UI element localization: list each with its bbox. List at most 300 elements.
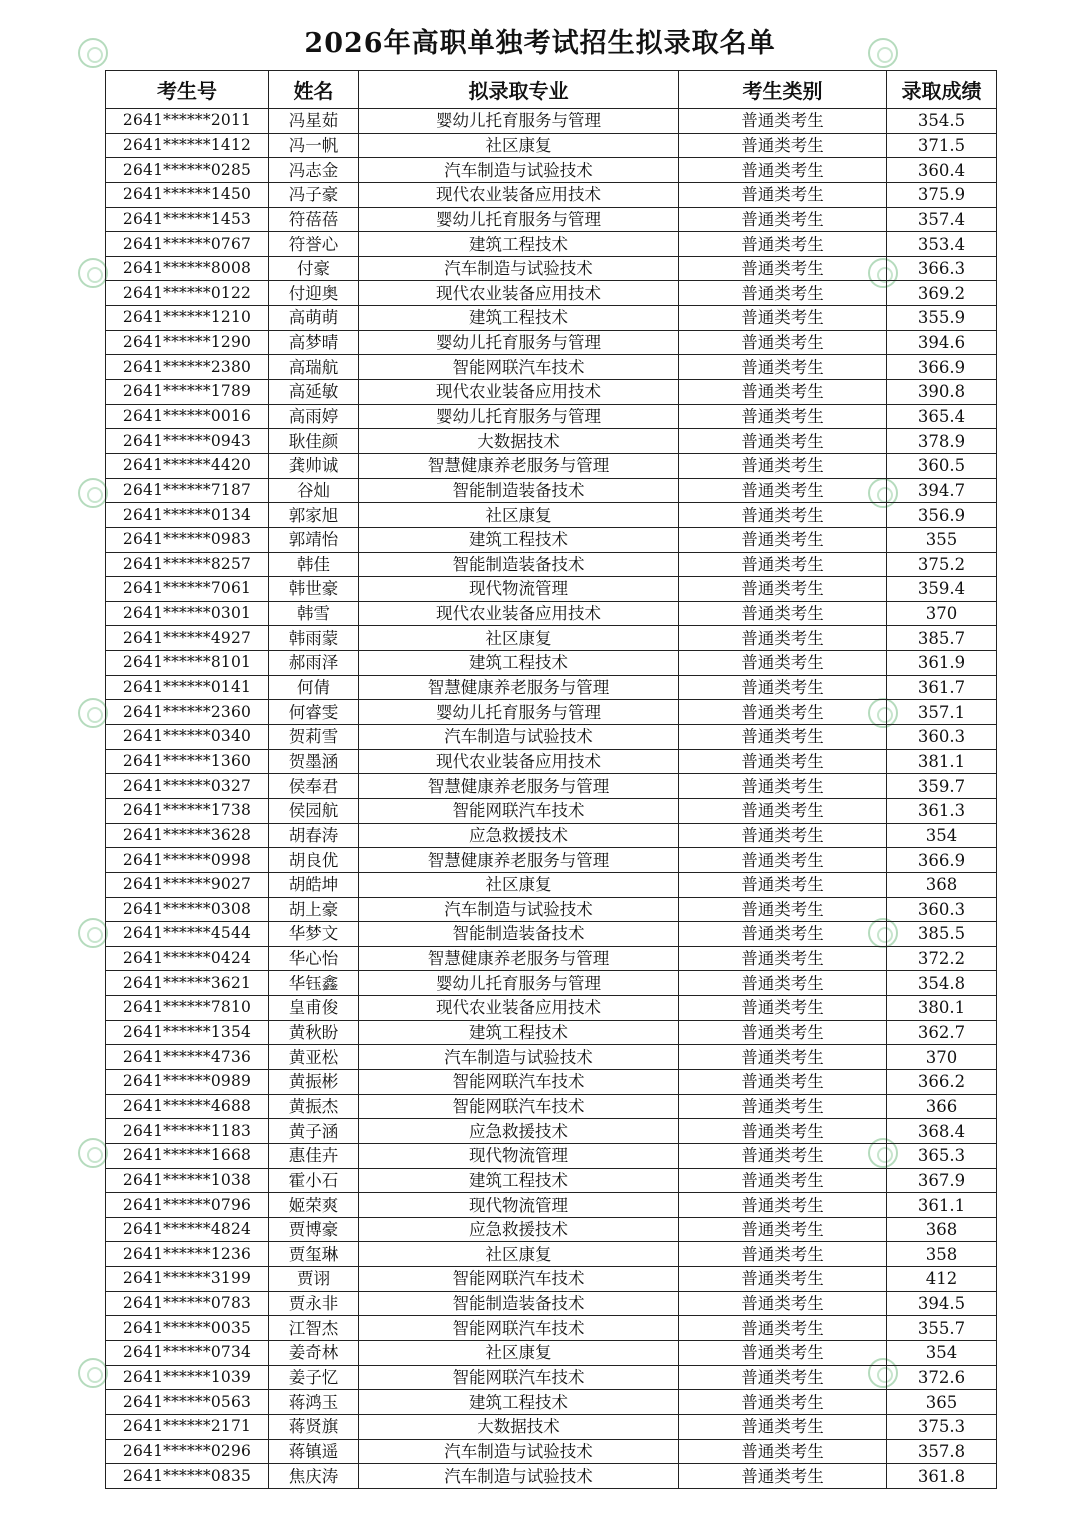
table-row xyxy=(106,897,997,922)
score-cell: 390.8 xyxy=(887,380,997,405)
candidate-id-cell: 2641******0134 xyxy=(106,503,269,528)
name-cell: 何睿雯 xyxy=(269,700,359,725)
name-cell: 冯星茹 xyxy=(269,109,359,134)
major-cell: 建筑工程技术 xyxy=(359,651,679,676)
table-row xyxy=(106,725,997,750)
category-cell: 普通类考生 xyxy=(679,1390,887,1415)
candidate-id-cell: 2641******4824 xyxy=(106,1217,269,1242)
name-cell: 黄秋盼 xyxy=(269,1020,359,1045)
candidate-id-cell: 2641******1360 xyxy=(106,749,269,774)
name-cell: 胡皓坤 xyxy=(269,872,359,897)
name-cell: 贺莉雪 xyxy=(269,725,359,750)
name-cell: 冯一帆 xyxy=(269,133,359,158)
category-cell: 普通类考生 xyxy=(679,1341,887,1366)
score-cell: 365.4 xyxy=(887,404,997,429)
name-cell: 贾博豪 xyxy=(269,1217,359,1242)
category-cell: 普通类考生 xyxy=(679,971,887,996)
table-row xyxy=(106,1119,997,1144)
category-cell: 普通类考生 xyxy=(679,503,887,528)
name-cell: 黄子涵 xyxy=(269,1119,359,1144)
candidate-id-cell: 2641******1183 xyxy=(106,1119,269,1144)
category-cell: 普通类考生 xyxy=(679,1316,887,1341)
score-cell: 372.6 xyxy=(887,1365,997,1390)
score-cell: 361.9 xyxy=(887,651,997,676)
table-row xyxy=(106,404,997,429)
candidate-id-cell: 2641******0983 xyxy=(106,527,269,552)
score-cell: 359.4 xyxy=(887,577,997,602)
table-row xyxy=(106,872,997,897)
category-cell: 普通类考生 xyxy=(679,1143,887,1168)
name-cell: 郝雨泽 xyxy=(269,651,359,676)
major-cell: 汽车制造与试验技术 xyxy=(359,725,679,750)
category-cell: 普通类考生 xyxy=(679,823,887,848)
score-cell: 353.4 xyxy=(887,232,997,257)
major-cell: 建筑工程技术 xyxy=(359,232,679,257)
name-cell: 江智杰 xyxy=(269,1316,359,1341)
major-cell: 汽车制造与试验技术 xyxy=(359,256,679,281)
name-cell: 霍小石 xyxy=(269,1168,359,1193)
score-cell: 371.5 xyxy=(887,133,997,158)
major-cell: 智慧健康养老服务与管理 xyxy=(359,774,679,799)
category-cell: 普通类考生 xyxy=(679,1414,887,1439)
name-cell: 耿佳颜 xyxy=(269,429,359,454)
score-cell: 381.1 xyxy=(887,749,997,774)
category-cell: 普通类考生 xyxy=(679,1020,887,1045)
score-cell: 357.8 xyxy=(887,1439,997,1464)
category-cell: 普通类考生 xyxy=(679,232,887,257)
name-cell: 冯志金 xyxy=(269,158,359,183)
category-cell: 普通类考生 xyxy=(679,897,887,922)
candidate-id-cell: 2641******0998 xyxy=(106,848,269,873)
category-cell: 普通类考生 xyxy=(679,207,887,232)
major-cell: 社区康复 xyxy=(359,626,679,651)
major-cell: 大数据技术 xyxy=(359,1414,679,1439)
name-cell: 胡良优 xyxy=(269,848,359,873)
candidate-id-cell: 2641******4544 xyxy=(106,922,269,947)
table-row xyxy=(106,601,997,626)
name-cell: 黄亚松 xyxy=(269,1045,359,1070)
major-cell: 社区康复 xyxy=(359,872,679,897)
table-row xyxy=(106,577,997,602)
candidate-id-cell: 2641******0301 xyxy=(106,601,269,626)
name-cell: 贾诩 xyxy=(269,1267,359,1292)
name-cell: 何倩 xyxy=(269,675,359,700)
category-cell: 普通类考生 xyxy=(679,478,887,503)
major-cell: 汽车制造与试验技术 xyxy=(359,1439,679,1464)
major-cell: 现代农业装备应用技术 xyxy=(359,996,679,1021)
name-cell: 姜子忆 xyxy=(269,1365,359,1390)
category-cell: 普通类考生 xyxy=(679,256,887,281)
major-cell: 社区康复 xyxy=(359,1242,679,1267)
table-row xyxy=(106,552,997,577)
table-row xyxy=(106,651,997,676)
table-row xyxy=(106,256,997,281)
category-cell: 普通类考生 xyxy=(679,1193,887,1218)
category-cell: 普通类考生 xyxy=(679,872,887,897)
score-cell: 357.4 xyxy=(887,207,997,232)
major-cell: 智能制造装备技术 xyxy=(359,552,679,577)
table-row xyxy=(106,1168,997,1193)
name-cell: 龚帅诚 xyxy=(269,453,359,478)
major-cell: 智能网联汽车技术 xyxy=(359,1365,679,1390)
name-cell: 韩佳 xyxy=(269,552,359,577)
name-cell: 付迎奥 xyxy=(269,281,359,306)
score-cell: 354.5 xyxy=(887,109,997,134)
score-cell: 356.9 xyxy=(887,503,997,528)
candidate-id-cell: 2641******1210 xyxy=(106,306,269,331)
candidate-id-cell: 2641******3628 xyxy=(106,823,269,848)
table-row xyxy=(106,700,997,725)
category-cell: 普通类考生 xyxy=(679,380,887,405)
score-cell: 375.3 xyxy=(887,1414,997,1439)
category-cell: 普通类考生 xyxy=(679,1464,887,1489)
candidate-id-cell: 2641******0035 xyxy=(106,1316,269,1341)
table-row xyxy=(106,1020,997,1045)
major-cell: 智能制造装备技术 xyxy=(359,478,679,503)
major-cell: 现代物流管理 xyxy=(359,577,679,602)
watermark-seal-icon xyxy=(78,918,108,948)
score-cell: 394.5 xyxy=(887,1291,997,1316)
candidate-id-cell: 2641******8008 xyxy=(106,256,269,281)
header-major: 拟录取专业 xyxy=(359,71,679,109)
major-cell: 智慧健康养老服务与管理 xyxy=(359,675,679,700)
major-cell: 现代农业装备应用技术 xyxy=(359,380,679,405)
category-cell: 普通类考生 xyxy=(679,281,887,306)
table-row xyxy=(106,330,997,355)
major-cell: 现代物流管理 xyxy=(359,1193,679,1218)
table-row xyxy=(106,478,997,503)
category-cell: 普通类考生 xyxy=(679,700,887,725)
category-cell: 普通类考生 xyxy=(679,749,887,774)
major-cell: 应急救援技术 xyxy=(359,1119,679,1144)
candidate-id-cell: 2641******0767 xyxy=(106,232,269,257)
score-cell: 370 xyxy=(887,1045,997,1070)
category-cell: 普通类考生 xyxy=(679,675,887,700)
candidate-id-cell: 2641******2171 xyxy=(106,1414,269,1439)
score-cell: 368.4 xyxy=(887,1119,997,1144)
category-cell: 普通类考生 xyxy=(679,1217,887,1242)
table-row xyxy=(106,996,997,1021)
table-row xyxy=(106,1390,997,1415)
table-row xyxy=(106,1267,997,1292)
name-cell: 侯奉君 xyxy=(269,774,359,799)
major-cell: 建筑工程技术 xyxy=(359,527,679,552)
major-cell: 汽车制造与试验技术 xyxy=(359,1045,679,1070)
major-cell: 社区康复 xyxy=(359,1341,679,1366)
table-row xyxy=(106,1414,997,1439)
category-cell: 普通类考生 xyxy=(679,429,887,454)
candidate-id-cell: 2641******4420 xyxy=(106,453,269,478)
name-cell: 黄振彬 xyxy=(269,1069,359,1094)
table-row xyxy=(106,1242,997,1267)
score-cell: 355 xyxy=(887,527,997,552)
category-cell: 普通类考生 xyxy=(679,626,887,651)
major-cell: 建筑工程技术 xyxy=(359,306,679,331)
name-cell: 郭靖怡 xyxy=(269,527,359,552)
candidate-id-cell: 2641******2380 xyxy=(106,355,269,380)
score-cell: 369.2 xyxy=(887,281,997,306)
candidate-id-cell: 2641******4688 xyxy=(106,1094,269,1119)
major-cell: 社区康复 xyxy=(359,503,679,528)
name-cell: 皇甫俊 xyxy=(269,996,359,1021)
table-row xyxy=(106,232,997,257)
candidate-id-cell: 2641******2011 xyxy=(106,109,269,134)
category-cell: 普通类考生 xyxy=(679,330,887,355)
score-cell: 368 xyxy=(887,1217,997,1242)
candidate-id-cell: 2641******8257 xyxy=(106,552,269,577)
name-cell: 韩世豪 xyxy=(269,577,359,602)
admission-table xyxy=(105,70,997,1489)
watermark-seal-icon xyxy=(78,698,108,728)
candidate-id-cell: 2641******1453 xyxy=(106,207,269,232)
table-row xyxy=(106,774,997,799)
table-row xyxy=(106,946,997,971)
score-cell: 354.8 xyxy=(887,971,997,996)
major-cell: 汽车制造与试验技术 xyxy=(359,1464,679,1489)
category-cell: 普通类考生 xyxy=(679,774,887,799)
score-cell: 359.7 xyxy=(887,774,997,799)
table-row xyxy=(106,281,997,306)
category-cell: 普通类考生 xyxy=(679,1168,887,1193)
candidate-id-cell: 2641******0285 xyxy=(106,158,269,183)
score-cell: 365.3 xyxy=(887,1143,997,1168)
category-cell: 普通类考生 xyxy=(679,1094,887,1119)
category-cell: 普通类考生 xyxy=(679,182,887,207)
header-candidate-id: 考生号 xyxy=(106,71,269,109)
candidate-id-cell: 2641******7061 xyxy=(106,577,269,602)
score-cell: 360.5 xyxy=(887,453,997,478)
score-cell: 361.8 xyxy=(887,1464,997,1489)
name-cell: 谷灿 xyxy=(269,478,359,503)
score-cell: 385.7 xyxy=(887,626,997,651)
major-cell: 现代农业装备应用技术 xyxy=(359,182,679,207)
candidate-id-cell: 2641******1354 xyxy=(106,1020,269,1045)
table-row xyxy=(106,823,997,848)
table-row xyxy=(106,1069,997,1094)
table-row xyxy=(106,1439,997,1464)
category-cell: 普通类考生 xyxy=(679,527,887,552)
score-cell: 361.7 xyxy=(887,675,997,700)
table-row xyxy=(106,355,997,380)
major-cell: 智能制造装备技术 xyxy=(359,922,679,947)
score-cell: 375.2 xyxy=(887,552,997,577)
candidate-id-cell: 2641******3621 xyxy=(106,971,269,996)
candidate-id-cell: 2641******0141 xyxy=(106,675,269,700)
category-cell: 普通类考生 xyxy=(679,355,887,380)
candidate-id-cell: 2641******0016 xyxy=(106,404,269,429)
table-row xyxy=(106,1143,997,1168)
category-cell: 普通类考生 xyxy=(679,922,887,947)
score-cell: 357.1 xyxy=(887,700,997,725)
table-row xyxy=(106,1341,997,1366)
name-cell: 贾玺琳 xyxy=(269,1242,359,1267)
major-cell: 现代物流管理 xyxy=(359,1143,679,1168)
category-cell: 普通类考生 xyxy=(679,577,887,602)
score-cell: 366.3 xyxy=(887,256,997,281)
table-row xyxy=(106,182,997,207)
page-title: 2026年高职单独考试招生拟录取名单 xyxy=(304,28,776,59)
category-cell: 普通类考生 xyxy=(679,1119,887,1144)
candidate-id-cell: 2641******1039 xyxy=(106,1365,269,1390)
name-cell: 蒋镇遥 xyxy=(269,1439,359,1464)
table-row xyxy=(106,1365,997,1390)
score-cell: 354 xyxy=(887,823,997,848)
category-cell: 普通类考生 xyxy=(679,1069,887,1094)
major-cell: 社区康复 xyxy=(359,133,679,158)
candidate-id-cell: 2641******0796 xyxy=(106,1193,269,1218)
name-cell: 黄振杰 xyxy=(269,1094,359,1119)
major-cell: 智能网联汽车技术 xyxy=(359,1069,679,1094)
score-cell: 372.2 xyxy=(887,946,997,971)
category-cell: 普通类考生 xyxy=(679,306,887,331)
score-cell: 360.3 xyxy=(887,897,997,922)
candidate-id-cell: 2641******7810 xyxy=(106,996,269,1021)
name-cell: 华梦文 xyxy=(269,922,359,947)
score-cell: 360.4 xyxy=(887,158,997,183)
table-row xyxy=(106,1464,997,1489)
score-cell: 412 xyxy=(887,1267,997,1292)
candidate-id-cell: 2641******3199 xyxy=(106,1267,269,1292)
major-cell: 智能网联汽车技术 xyxy=(359,1316,679,1341)
major-cell: 现代农业装备应用技术 xyxy=(359,281,679,306)
category-cell: 普通类考生 xyxy=(679,133,887,158)
table-row xyxy=(106,798,997,823)
name-cell: 焦庆涛 xyxy=(269,1464,359,1489)
name-cell: 华心怡 xyxy=(269,946,359,971)
table-row xyxy=(106,158,997,183)
table-row xyxy=(106,1316,997,1341)
table-header-row xyxy=(106,71,997,109)
name-cell: 符蓓蓓 xyxy=(269,207,359,232)
category-cell: 普通类考生 xyxy=(679,1439,887,1464)
table-row xyxy=(106,1291,997,1316)
table-row xyxy=(106,306,997,331)
name-cell: 高萌萌 xyxy=(269,306,359,331)
score-cell: 358 xyxy=(887,1242,997,1267)
category-cell: 普通类考生 xyxy=(679,453,887,478)
score-cell: 361.1 xyxy=(887,1193,997,1218)
watermark-seal-icon xyxy=(78,258,108,288)
category-cell: 普通类考生 xyxy=(679,1267,887,1292)
major-cell: 婴幼儿托育服务与管理 xyxy=(359,971,679,996)
score-cell: 380.1 xyxy=(887,996,997,1021)
candidate-id-cell: 2641******1789 xyxy=(106,380,269,405)
major-cell: 应急救援技术 xyxy=(359,823,679,848)
name-cell: 高雨婷 xyxy=(269,404,359,429)
name-cell: 姜奇林 xyxy=(269,1341,359,1366)
score-cell: 378.9 xyxy=(887,429,997,454)
category-cell: 普通类考生 xyxy=(679,1045,887,1070)
candidate-id-cell: 2641******1450 xyxy=(106,182,269,207)
candidate-id-cell: 2641******0563 xyxy=(106,1390,269,1415)
table-row xyxy=(106,1193,997,1218)
candidate-id-cell: 2641******0989 xyxy=(106,1069,269,1094)
score-cell: 355.7 xyxy=(887,1316,997,1341)
category-cell: 普通类考生 xyxy=(679,404,887,429)
category-cell: 普通类考生 xyxy=(679,552,887,577)
table-row xyxy=(106,922,997,947)
name-cell: 侯园航 xyxy=(269,798,359,823)
category-cell: 普通类考生 xyxy=(679,651,887,676)
score-cell: 367.9 xyxy=(887,1168,997,1193)
category-cell: 普通类考生 xyxy=(679,158,887,183)
table-row xyxy=(106,133,997,158)
candidate-id-cell: 2641******0835 xyxy=(106,1464,269,1489)
name-cell: 高梦晴 xyxy=(269,330,359,355)
candidate-id-cell: 2641******1290 xyxy=(106,330,269,355)
name-cell: 惠佳卉 xyxy=(269,1143,359,1168)
score-cell: 366.2 xyxy=(887,1069,997,1094)
major-cell: 婴幼儿托育服务与管理 xyxy=(359,700,679,725)
major-cell: 智慧健康养老服务与管理 xyxy=(359,453,679,478)
candidate-id-cell: 2641******0340 xyxy=(106,725,269,750)
candidate-id-cell: 2641******0122 xyxy=(106,281,269,306)
header-name: 姓名 xyxy=(269,71,359,109)
table-row xyxy=(106,527,997,552)
table-row xyxy=(106,380,997,405)
major-cell: 建筑工程技术 xyxy=(359,1020,679,1045)
table-row xyxy=(106,109,997,134)
score-cell: 361.3 xyxy=(887,798,997,823)
major-cell: 应急救援技术 xyxy=(359,1217,679,1242)
table-row xyxy=(106,429,997,454)
candidate-id-cell: 2641******0327 xyxy=(106,774,269,799)
watermark-seal-icon xyxy=(78,1358,108,1388)
candidate-id-cell: 2641******1738 xyxy=(106,798,269,823)
table-row xyxy=(106,1094,997,1119)
table-row xyxy=(106,848,997,873)
category-cell: 普通类考生 xyxy=(679,996,887,1021)
category-cell: 普通类考生 xyxy=(679,601,887,626)
name-cell: 郭家旭 xyxy=(269,503,359,528)
table-row xyxy=(106,749,997,774)
candidate-id-cell: 2641******0783 xyxy=(106,1291,269,1316)
watermark-seal-icon xyxy=(78,1138,108,1168)
candidate-id-cell: 2641******0296 xyxy=(106,1439,269,1464)
score-cell: 366.9 xyxy=(887,355,997,380)
name-cell: 韩雨蒙 xyxy=(269,626,359,651)
category-cell: 普通类考生 xyxy=(679,725,887,750)
score-cell: 370 xyxy=(887,601,997,626)
candidate-id-cell: 2641******0308 xyxy=(106,897,269,922)
score-cell: 360.3 xyxy=(887,725,997,750)
major-cell: 智慧健康养老服务与管理 xyxy=(359,946,679,971)
header-score: 录取成绩 xyxy=(887,71,997,109)
table-row xyxy=(106,675,997,700)
table-row xyxy=(106,971,997,996)
name-cell: 付豪 xyxy=(269,256,359,281)
major-cell: 智慧健康养老服务与管理 xyxy=(359,848,679,873)
header-category: 考生类别 xyxy=(679,71,887,109)
table-row xyxy=(106,1217,997,1242)
major-cell: 现代农业装备应用技术 xyxy=(359,749,679,774)
score-cell: 362.7 xyxy=(887,1020,997,1045)
name-cell: 高延敏 xyxy=(269,380,359,405)
score-cell: 366 xyxy=(887,1094,997,1119)
category-cell: 普通类考生 xyxy=(679,109,887,134)
candidate-id-cell: 2641******1038 xyxy=(106,1168,269,1193)
name-cell: 符誉心 xyxy=(269,232,359,257)
major-cell: 婴幼儿托育服务与管理 xyxy=(359,109,679,134)
score-cell: 394.7 xyxy=(887,478,997,503)
category-cell: 普通类考生 xyxy=(679,798,887,823)
category-cell: 普通类考生 xyxy=(679,946,887,971)
candidate-id-cell: 2641******4736 xyxy=(106,1045,269,1070)
major-cell: 大数据技术 xyxy=(359,429,679,454)
name-cell: 胡上豪 xyxy=(269,897,359,922)
major-cell: 汽车制造与试验技术 xyxy=(359,158,679,183)
candidate-id-cell: 2641******1412 xyxy=(106,133,269,158)
